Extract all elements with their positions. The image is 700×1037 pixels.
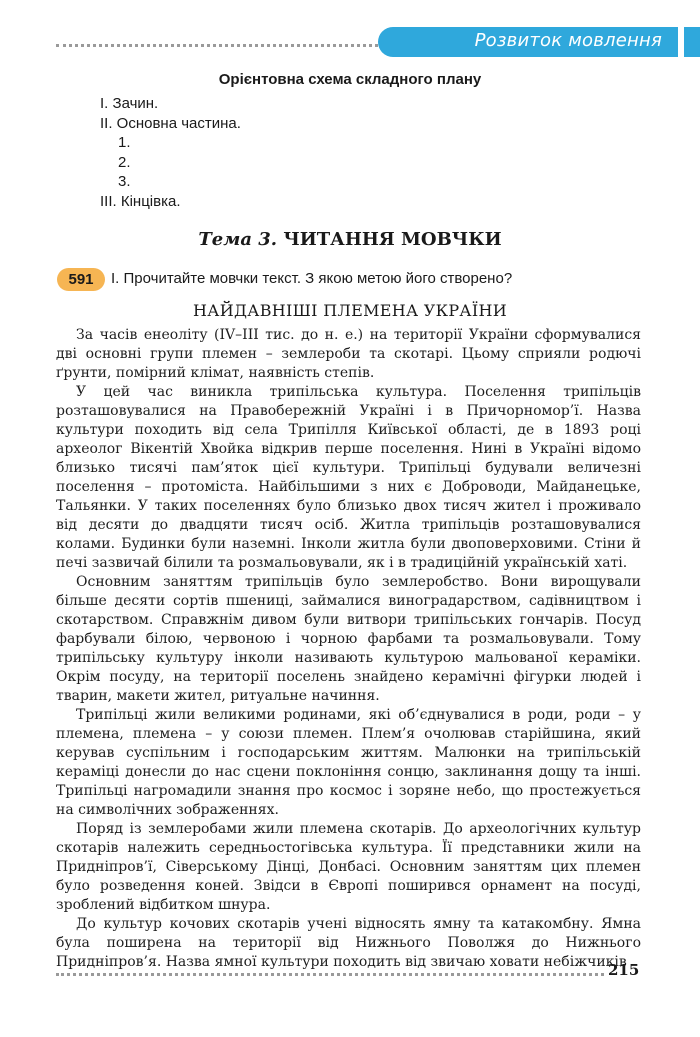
plan-subitem-2: 2. [118,153,131,171]
page-number: 215 [608,961,640,979]
plan-subitem-3: 3. [118,173,131,190]
plan-title: Орієнтовна схема складного плану [218,71,482,88]
paragraph: Поряд із землеробами жили племена скотарів. До археологічних культур скотарів належить середньостогівська культура. Її представники жили на Придніпров’ї, Сіверському Дінці, Донбасі. Основним заняттям цих племен було розведення коней. Звідси в Європі поширився орнамент на посуді, зроблений відбитком шнура. [56,821,641,913]
text-title: НАЙДАВНІШІ ПЛЕМЕНА УКРАЇНИ [193,301,507,320]
paragraph: У цей час виникла трипільська культура. Поселення трипільців розташовувалися на Правобережній Україні і в Причорномор’ї. Назва культури походить від села Трипілля Київської області, де в 1893 році археолог Вікентій Хвойка відкрив перше поселення. Нині в Україні відомо близько тисячі пам’яток цієї культури. Трипільці будували величезні поселення – протомістa. Найбільшими з них є Доброводи, Майданецьке, Тальянки. У таких поселеннях було близько двох тисяч жител і проживало від десяти до двадцяти тисяч осіб. Житла трипільців розташовувалися колами. Будинки були наземні. Інколи житла були двоповерховими. Стіни й печі зазвичай білили та розмальовували, як і в традиційній українській хаті. [56,384,641,571]
plan-item-main: ІІ. Основна частина. [100,114,241,132]
paragraph: До культур кочових скотарів учені відносять ямну та катакомбну. Ямна була поширена на території від Нижнього Поволжя до Нижнього Придніпров’я. Назва ямної культури походить від звичаю ховати небіжчиків [56,916,641,970]
paragraph: За часів енеоліту (IV–III тис. до н. е.) на території України сформувалися дві основні групи племен – землероби та скотарі. Цьому сприяли родючі ґрунти, помірний клімат, наявність степів. [56,327,641,381]
section-label: Розвиток мовлення [474,30,662,51]
paragraph: Трипільці жили великими родинами, які об’єднувалися в роди, роди – у племена, племена – у союзи племен. Плем’я очолював старійшина, який керував суспільним і господарським життям. Малюнки на трипільській кераміці донесли до нас сцени поклоніння сонцю, заклинання дощу та інші. Трипільці нагромадили знання про космос і зоряне небо, що простежується на символічних зображеннях. [56,707,641,818]
plan-item-intro: І. Зачин. [100,95,159,112]
theme-heading [0,229,700,250]
exercise-number-badge: 591 [57,268,105,291]
section-tab [378,27,678,57]
plan-subitem-1: 1. [118,134,131,151]
plan-list [100,94,241,211]
theme-title: ЧИТАННЯ МОВЧКИ [283,229,502,250]
footer-dotted-rule [56,973,604,976]
text-body [56,326,641,972]
paragraph: Основним заняттям трипільців було землеробство. Вони вирощували більше десяти сортів пшениці, займалися виноградарством, садівництвом і скотарством. Справжнім дивом були витвори трипільських гончарів. Посуд фарбували білою, червоною і чорною фарбами та розмальовували. Тому трипільську культуру інколи називають культурою мальованої кераміки. Окрім посуду, на території поселень знайдено керамічні фігурки людей і тварин, макети жител, ритуальне начиння. [56,574,641,704]
plan-item-ending: ІІІ. Кінцівка. [100,192,181,210]
edge-marker [684,27,700,57]
header-dotted-rule [56,44,378,47]
exercise-instruction: І. Прочитайте мовчки текст. З якою метою його створено? [111,270,513,287]
theme-prefix: Тема 3. [198,229,278,250]
